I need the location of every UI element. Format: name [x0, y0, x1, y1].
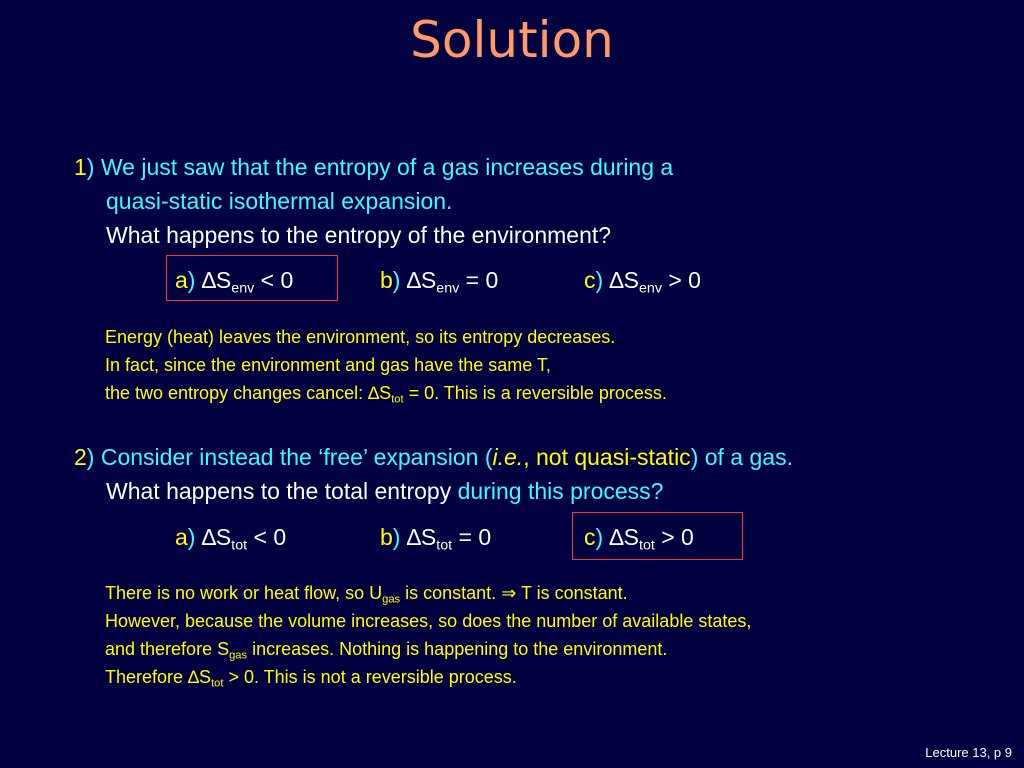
q2-line2-b: during this process? — [457, 478, 664, 504]
q2-line1-b: ) of a gas. — [690, 444, 793, 470]
q1-answer-line1: Energy (heat) leaves the environment, so its entropy decreases. — [105, 327, 616, 347]
q1-option-b-sub: env — [436, 280, 460, 297]
q1-option-c-delta: ∆S — [603, 267, 639, 293]
q2-line1-comma: , — [523, 444, 536, 470]
q2-answer-line3-post: increases. Nothing is happening to the environment. — [247, 639, 668, 659]
q1-option-a-sub: env — [231, 280, 255, 297]
q2-answer-line1-post: T is constant. — [516, 583, 628, 603]
q2-option-c-rel: > 0 — [654, 524, 694, 550]
q1-option-b — [380, 263, 498, 297]
q2-line2 — [106, 474, 663, 508]
q2-option-c-letter: c — [584, 524, 596, 550]
q2-option-a-sub: tot — [231, 537, 248, 554]
q1-option-c — [584, 263, 701, 297]
q2-option-c-delta: ∆S — [603, 524, 639, 550]
slide-footer: Lecture 13, p 9 — [925, 745, 1012, 760]
q1-text-line2: quasi-static isothermal expansion. — [106, 188, 453, 214]
q2-option-a-letter: a — [175, 524, 188, 550]
q1-number: 1 — [74, 154, 87, 180]
q1-option-c-rel: > 0 — [661, 267, 701, 293]
q2-line1-not-quasi-static: not quasi-static — [535, 444, 691, 470]
q1-option-a-paren: ) — [187, 267, 196, 293]
q2-answer-line1 — [105, 579, 628, 607]
q2-number: 2 — [74, 444, 87, 470]
q2-answer-line4-post: > 0. This is not a reversible process. — [223, 667, 517, 687]
q2-option-a — [175, 520, 286, 554]
q1-option-a-rel: < 0 — [254, 267, 294, 293]
q1-line1 — [74, 150, 673, 184]
q2-answer-line3 — [105, 635, 667, 663]
q2-answer-line1-pre: There is no work or heat flow, so U — [105, 583, 383, 603]
q1-answer-line2: In fact, since the environment and gas have the same T, — [105, 355, 551, 375]
q1-option-a-letter: a — [175, 267, 188, 293]
q2-option-b-delta: ∆S — [400, 524, 437, 550]
q2-answer-line1-mid: is constant. — [400, 583, 502, 603]
q2-option-a-rel: < 0 — [247, 524, 287, 550]
q2-answer-line4 — [105, 663, 517, 691]
q2-option-b-sub: tot — [436, 537, 453, 554]
implies-arrow-icon: ⇒ — [501, 583, 517, 603]
q2-line1 — [74, 440, 793, 474]
q2-option-a-paren: ) — [187, 524, 196, 550]
q2-line1-a: Consider instead the ‘free’ expansion ( — [94, 444, 493, 470]
q1-answer-line3-sub: tot — [391, 393, 404, 406]
q2-line1-ie: i.e. — [492, 444, 524, 470]
q2-option-c-paren: ) — [595, 524, 604, 550]
q1-text-line1: We just saw that the entropy of a gas increases during a — [94, 154, 674, 180]
q2-option-b-paren: ) — [392, 524, 401, 550]
q2-option-b-rel: = 0 — [452, 524, 492, 550]
q1-option-a — [175, 263, 293, 297]
q1-answer-line3-post: = 0. This is a reversible process. — [403, 383, 667, 403]
q1-option-c-sub: env — [638, 280, 662, 297]
q1-option-b-letter: b — [380, 267, 393, 293]
q1-option-b-paren: ) — [392, 267, 401, 293]
q2-option-a-delta: ∆S — [195, 524, 232, 550]
q1-answer-line3 — [105, 379, 667, 407]
q2-answer-line3-pre: and therefore S — [105, 639, 230, 659]
q1-number-paren: ) — [86, 154, 95, 180]
q2-answer-line3-sub: gas — [229, 649, 248, 662]
q2-option-b — [380, 520, 491, 554]
q1-option-a-delta: ∆S — [195, 267, 232, 293]
q2-option-c — [584, 520, 694, 554]
q2-option-c-sub: tot — [638, 537, 655, 554]
q2-line2-a: What happens to the total entropy — [106, 478, 458, 504]
q2-answer-line1-sub: gas — [382, 593, 401, 606]
q1-answer-line3-pre: the two entropy changes cancel: ∆S — [105, 383, 392, 403]
q2-number-paren: ) — [86, 444, 95, 470]
q1-option-b-rel: = 0 — [459, 267, 499, 293]
q2-option-b-letter: b — [380, 524, 393, 550]
q1-option-c-letter: c — [584, 267, 596, 293]
q1-option-b-delta: ∆S — [400, 267, 437, 293]
q1-option-c-paren: ) — [595, 267, 604, 293]
q2-answer-line4-sub: tot — [211, 677, 224, 690]
q1-text-line3: What happens to the entropy of the environment? — [106, 222, 612, 248]
q2-answer-line4-pre: Therefore ∆S — [105, 667, 212, 687]
q2-answer-line2: However, because the volume increases, so does the number of available states, — [105, 611, 752, 631]
slide-title: Solution — [410, 11, 614, 69]
